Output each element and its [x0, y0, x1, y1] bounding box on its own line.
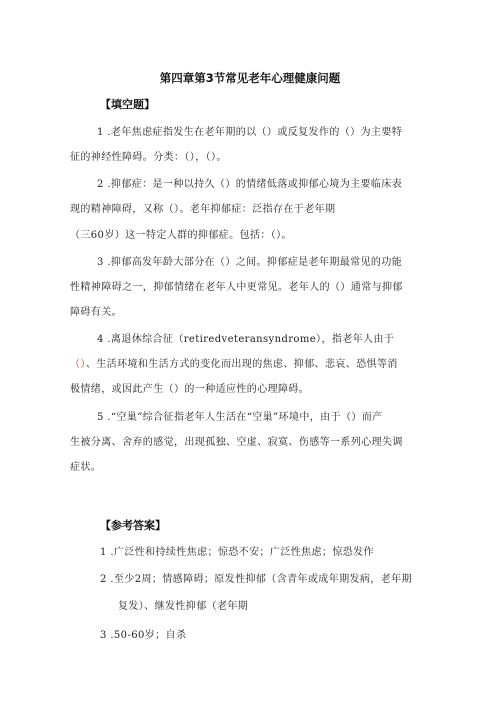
question-4-line-1: 4 .离退休综合征（retiredveteransyndrome），指老年人由于	[97, 334, 395, 345]
question-3-line-1: 3 .抑郁高发年龄大部分在（）之间。抑郁症是老年期最常见的功能	[97, 257, 403, 268]
question-2-line-3: （三60岁）这一特定人群的抑郁症。包括：（）。	[70, 230, 292, 241]
answer-heading: 【参考答案】	[100, 519, 166, 532]
question-4-line-2-text: 、生活环境和生活方式的变化而出现的焦虑、抑郁、悲哀、恐惧等消	[85, 359, 398, 370]
question-1-line-1: 1 .老年焦虑症指发生在老年期的以（）或反复发作的（）为主要特	[97, 127, 403, 138]
question-3-line-2: 性精神障碍之一，抑郁情绪在老年人中更常见。老年人的（）通常与抑郁	[70, 282, 403, 293]
question-5-line-3: 症状。	[70, 462, 102, 473]
question-1-line-2: 征的神经性障碍。分类：（），（）。	[70, 152, 227, 163]
answer-3-line-1: 3 .50-60岁；自杀	[100, 630, 187, 641]
question-4-red-blank: （）	[70, 359, 86, 370]
question-4-line-3: 极情绪，或因此产生（）的一种适应性的心理障碍。	[70, 384, 310, 395]
page-title: 第四章第3节常见老年心理健康问题	[159, 71, 341, 85]
question-2-line-1: 2 .抑郁症：是一种以持久（）的情绪低落或抑郁心境为主要临床表	[97, 179, 403, 190]
question-5-line-1: 5 .“空巢”综合征指老年人生活在“空巢”环境中，由于（）而产	[97, 412, 383, 423]
answer-2-line-2: 复发）、继发性抑郁（老年期	[118, 601, 249, 612]
question-4-line-2	[70, 355, 398, 370]
answer-2-line-1: 2 .至少2周；情感障碍；原发性抑郁（含青年或成年期发病，老年期	[100, 574, 412, 585]
answer-1-line-1: 1 .广泛性和持续性焦虑；惊恐不安；广泛性焦虑；惊恐发作	[100, 547, 374, 558]
question-3-line-3: 障碍有关。	[70, 307, 122, 318]
question-5-line-2: 生被分离、舍弃的感觉，出现孤独、空虚、寂寞、伤感等一系列心理失调	[70, 437, 403, 448]
question-2-line-2: 现的精神障碍，又称（）。老年抑郁症：泛指存在于老年期	[70, 204, 336, 215]
fill-in-heading: 【填空题】	[100, 98, 155, 111]
